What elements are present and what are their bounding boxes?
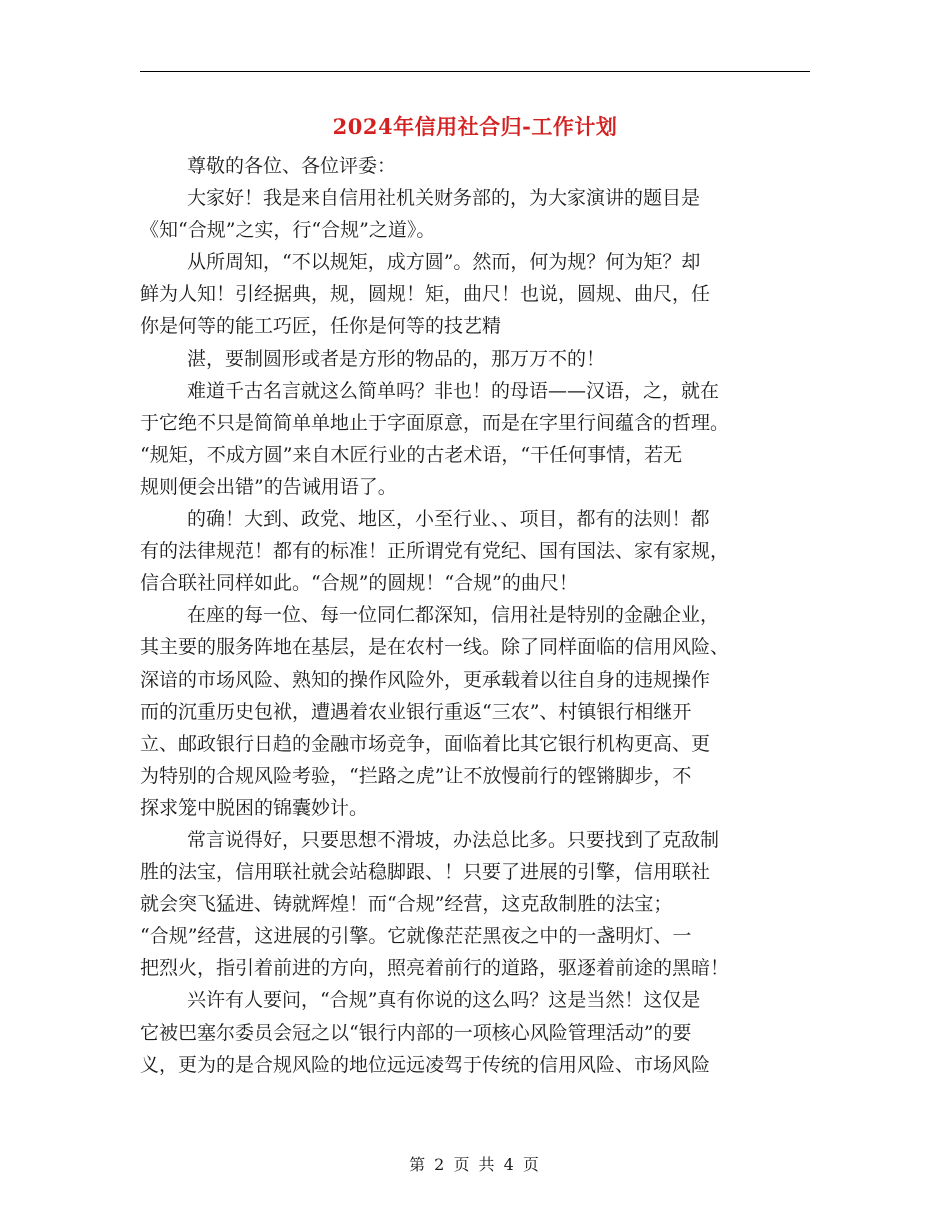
body-line: 而的沉重历史包袱，遭遇着农业银行重返“三农”、村镇银行相继开	[140, 700, 692, 723]
body-line: 你是何等的能工巧匠，任你是何等的技艺精	[140, 315, 502, 338]
body-line: 就会突飞猛进、铸就辉煌！而“合规”经营，这克敌制胜的法宝；	[140, 893, 673, 916]
body-line: 的确！大到、政党、地区，小至行业、、项目，都有的法则！都	[187, 508, 710, 531]
body-line: 难道千古名言就这么简单吗？非也！的母语——汉语，之，就在	[187, 379, 720, 402]
body-line: 湛，要制圆形或者是方形的物品的，那万万不的！	[187, 347, 606, 370]
body-line: 于它绝不只是简简单单地止于字面原意，而是在字里行间蕴含的哲理。	[140, 411, 730, 434]
body-line: 深谙的市场风险、熟知的操作风险外，更承载着以往自身的违规操作	[140, 668, 711, 691]
body-line: 把烈火，指引着前进的方向，照亮着前行的道路，驱逐着前途的黑暗！	[140, 957, 730, 980]
body-line: 信合联社同样如此。“合规”的圆规！“合规”的曲尺！	[140, 572, 578, 595]
body-line: 义，更为的是合规风险的地位远远凌驾于传统的信用风险、市场风险	[140, 1053, 711, 1076]
body-line: 在座的每一位、每一位同仁都深知，信用社是特别的金融企业，	[187, 604, 720, 627]
body-line: 常言说得好，只要思想不滑坡，办法总比多。只要找到了克敌制	[187, 828, 720, 851]
body-line: 胜的法宝，信用联社就会站稳脚跟、！只要了进展的引擎，信用联社	[140, 861, 711, 884]
body-line: “合规”经营，这进展的引擎。它就像茫茫黑夜之中的一盏明灯、一	[140, 925, 692, 948]
body-line: “规矩，不成方圆”来自木匠行业的古老术语，“干任何事情，若无	[140, 443, 683, 466]
body-line: 从所周知，“不以规矩，成方圆”。然而，何为规？何为矩？却	[187, 251, 701, 274]
body-line: 有的法律规范！都有的标准！正所谓党有党纪、国有国法、家有家规，	[140, 540, 730, 563]
body-line: 兴许有人要问，“合规”真有你说的这么吗？这是当然！这仅是	[187, 989, 701, 1012]
body-line: 大家好！我是来自信用社机关财务部的，为大家演讲的题目是	[187, 187, 701, 210]
document-title: 2024年信用社合归-工作计划	[332, 114, 618, 139]
body-line: 《知“合规”之实，行“合规”之道》。	[140, 219, 436, 242]
body-line: 为特别的合规风险考验，“拦路之虎”让不放慢前行的铿锵脚步，不	[140, 764, 692, 787]
body-line: 其主要的服务阵地在基层，是在农村一线。除了同样面临的信用风险、	[140, 636, 730, 659]
body-line: 它被巴塞尔委员会冠之以“银行内部的一项核心风险管理活动”的要	[140, 1021, 692, 1044]
body-line: 尊敬的各位、各位评委：	[187, 155, 397, 177]
body-line: 立、邮政银行日趋的金融市场竞争，面临着比其它银行机构更高、更	[140, 732, 711, 755]
page-footer: 第 2 页 共 4 页	[409, 1155, 541, 1174]
document-body	[140, 150, 810, 1081]
body-line: 鲜为人知！引经据典，规，圆规！矩，曲尺！也说，圆规、曲尺，任	[140, 283, 711, 306]
body-line: 规则便会出错”的告诫用语了。	[140, 475, 397, 498]
header-rule	[140, 71, 810, 72]
body-line: 探求笼中脱困的锦囊妙计。	[140, 796, 369, 819]
